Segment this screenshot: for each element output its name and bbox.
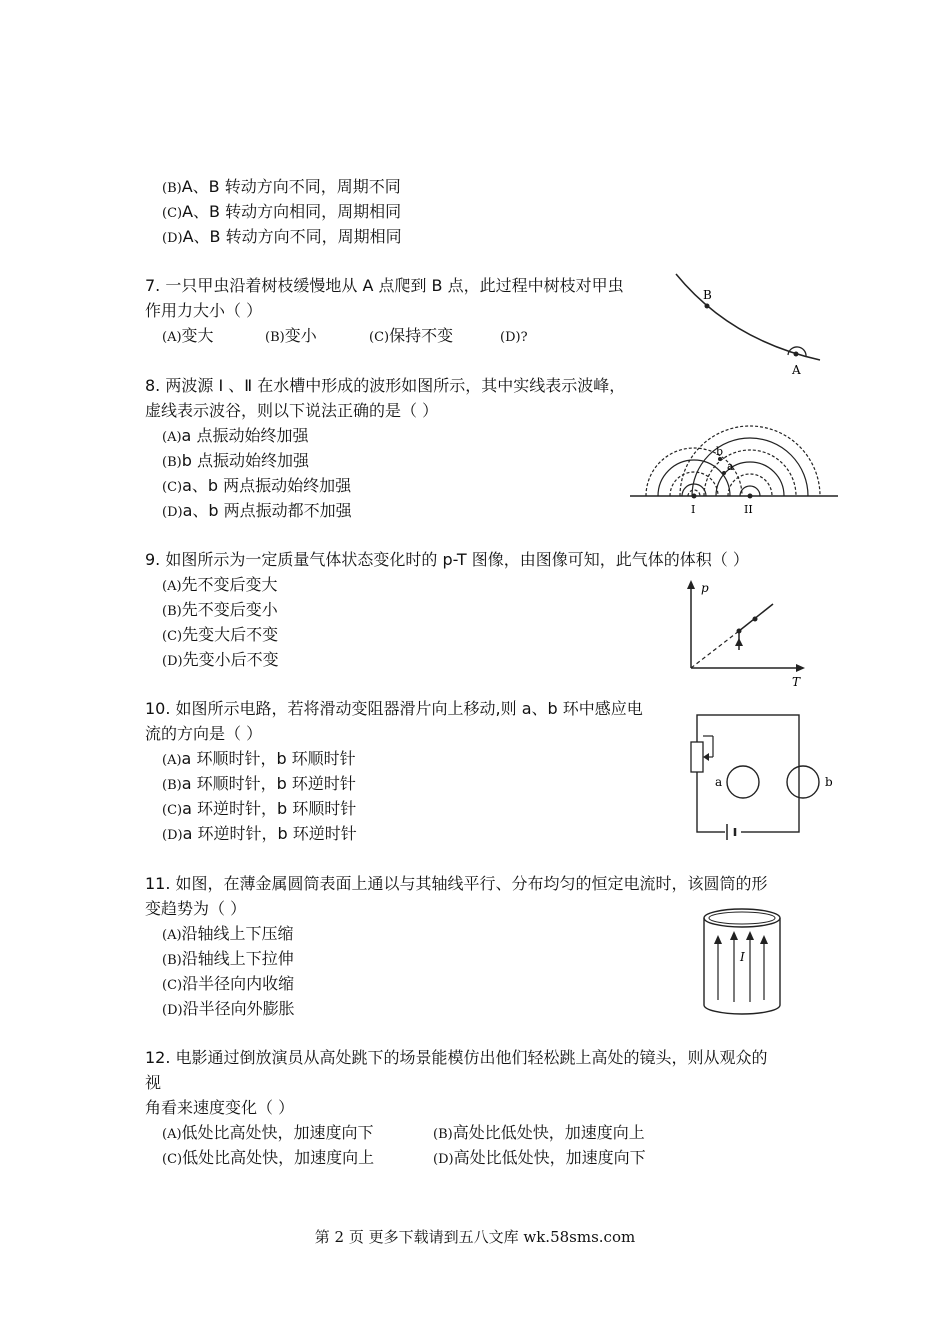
q11-cylinder-figure [700,905,790,1017]
q11-label-current: I [740,950,745,964]
q8-label-a: a [727,460,734,473]
q11-option-b: (B)沿轴线上下拉伸 [162,949,294,968]
q9-option-b: (B)先不变后变小 [162,600,278,619]
q9-option-a: (A)先不变后变大 [162,575,278,594]
q11-stem-line1: 11. 如图，在薄金属圆筒表面上通以与其轴线平行、分布均匀的恒定电流时，该圆筒的形 [145,874,768,893]
q10-label-b: b [825,775,833,789]
q12-option-b: (B)高处比低处快，加速度向上 [433,1123,645,1142]
q8-label-source2: II [744,503,753,516]
q8-stem-line2: 虚线表示波谷，则以下说法正确的是（ ） [145,401,439,420]
q10-stem-line2: 流的方向是（ ） [145,724,263,743]
q7-option-a: (A)变大 [162,326,214,345]
q8-label-b: b [716,445,724,458]
q7-branch-figure [670,270,830,380]
q11-stem-line2: 变趋势为（ ） [145,899,247,918]
q10-circuit-figure [685,710,840,840]
q8-option-a: (A)a 点振动始终加强 [162,426,309,445]
q8-option-b: (B)b 点振动始终加强 [162,451,309,470]
q7-option-d: (D)? [500,330,528,345]
q12-stem-line2: 视 [145,1073,162,1092]
q7-option-b: (B)变小 [265,326,317,345]
q10-option-c: (C)a 环逆时针，b 环顺时针 [162,799,357,818]
q10-option-b: (B)a 环顺时针，b 环逆时针 [162,774,356,793]
q12-option-d: (D)高处比低处快，加速度向下 [433,1148,646,1167]
q6-option-b: (B)A、B 转动方向不同，周期不同 [162,177,401,196]
q6-option-c: (C)A、B 转动方向相同，周期相同 [162,202,402,221]
q11-option-d: (D)沿半径向外膨胀 [162,999,295,1018]
q6-option-d: (D)A、B 转动方向不同，周期相同 [162,227,402,246]
q8-option-c: (C)a、b 两点振动始终加强 [162,476,352,495]
q7-option-c: (C)保持不变 [369,326,454,345]
page-footer: 第 2 页 更多下载请到五八文库 wk.58sms.com [314,1228,636,1246]
q11-option-a: (A)沿轴线上下压缩 [162,924,294,943]
q7-label-a: A [792,363,801,377]
q7-label-b: B [703,288,712,302]
q8-label-source1: I [691,503,696,516]
q9-pT-graph [680,578,810,690]
q12-option-a: (A)低处比高处快，加速度向下 [162,1123,374,1142]
q11-option-c: (C)沿半径向内收缩 [162,974,295,993]
q10-stem-line1: 10. 如图所示电路，若将滑动变阻器滑片向上移动,则 a、b 环中感应电 [145,699,643,718]
q9-option-d: (D)先变小后不变 [162,650,279,669]
q9-stem-line1: 9. 如图所示为一定质量气体状态变化时的 p-T 图像，由图像可知，此气体的体积（ ） [145,550,749,569]
q12-option-c: (C)低处比高处快，加速度向上 [162,1148,375,1167]
q8-wave-figure [628,425,843,520]
q8-stem-line1: 8. 两波源 Ⅰ 、Ⅱ 在水槽中形成的波形如图所示，其中实线表示波峰， [145,376,626,395]
q8-option-d: (D)a、b 两点振动都不加强 [162,501,352,520]
q10-option-a: (A)a 环顺时针，b 环顺时针 [162,749,356,768]
q12-stem-line3: 角看来速度变化（ ） [145,1098,295,1117]
q9-option-c: (C)先变大后不变 [162,625,279,644]
q12-stem-line1: 12. 电影通过倒放演员从高处跳下的场景能模仿出他们轻松跳上高处的镜头，则从观众的 [145,1048,768,1067]
q9-axis-p: p [701,581,709,595]
q10-option-d: (D)a 环逆时针，b 环逆时针 [162,824,357,843]
q10-label-a: a [715,775,723,789]
q7-stem-line1: 7. 一只甲虫沿着树枝缓慢地从 A 点爬到 B 点，此过程中树枝对甲虫 [145,276,624,295]
q9-axis-T: T [792,675,801,689]
q7-stem-line2: 作用力大小（ ） [145,301,263,320]
